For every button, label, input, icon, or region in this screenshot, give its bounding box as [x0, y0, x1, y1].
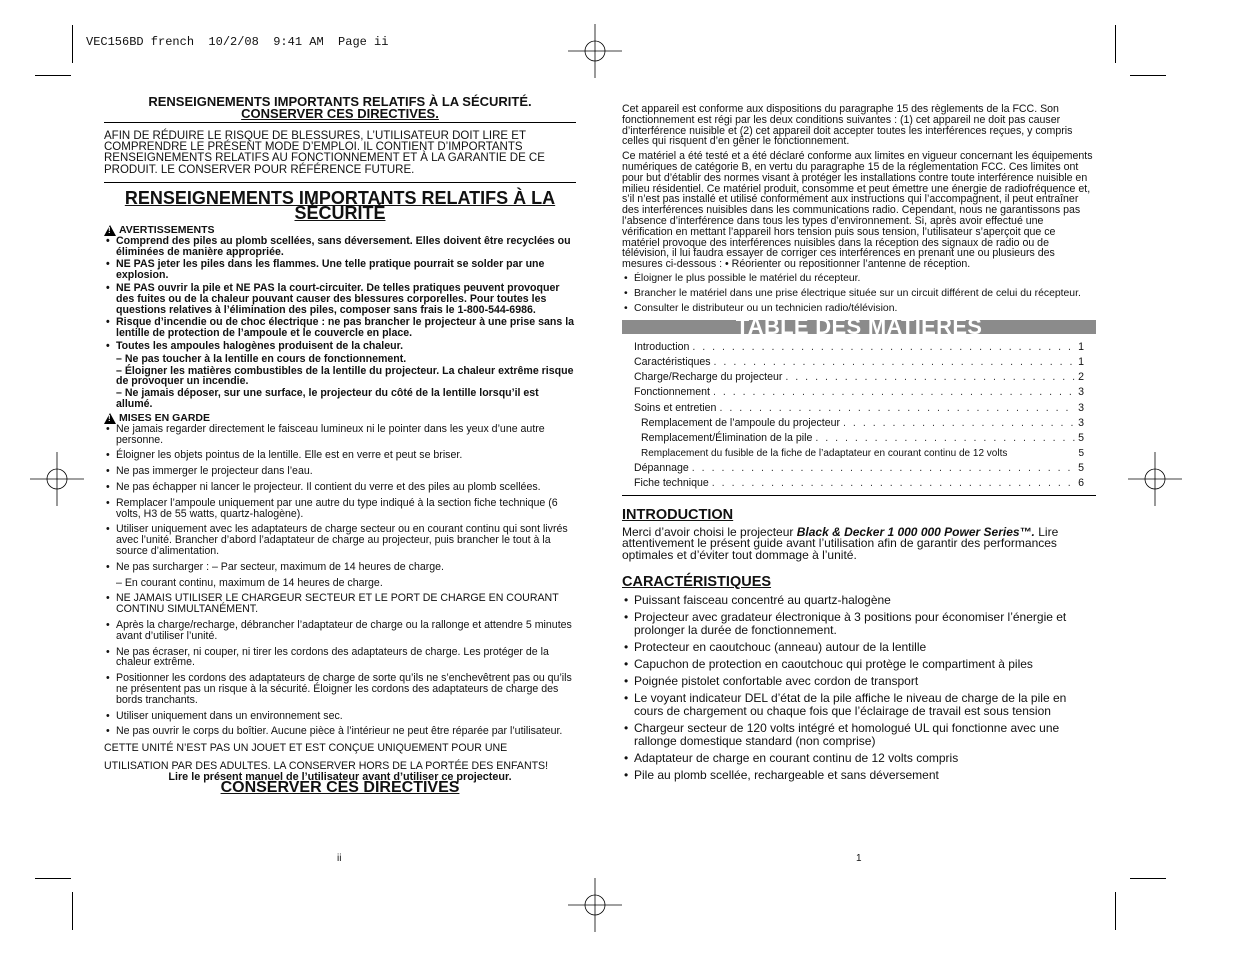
- list-item: • Brancher le matériel dans une prise électrique située sur un circuit différent de celui du récepteur.: [622, 289, 1096, 300]
- closing-line-2: UTILISATION PAR DES ADULTES. LA CONSERVER HORS DE LA PORTÉE DES ENFANTS!: [104, 760, 549, 773]
- print-slug: VEC156BD french 10/2/08 9:41 AM Page ii: [86, 35, 389, 49]
- brand-name: Black & Decker 1 000 000 Power Series™.: [796, 524, 1035, 539]
- crop-mark: [35, 878, 71, 879]
- crop-mark: [1130, 878, 1166, 879]
- cautions-list: [104, 424, 576, 573]
- heat-sub-item: – Éloigner les matières combustibles de la lentille du projecteur. La chaleur extrême risque de provoquer un incendie.: [116, 364, 574, 388]
- list-item: • NE PAS ouvrir la pile et NE PAS la court-circuiter. De telles pratiques peuvent provoquer des fuites ou de la chaleur pouvant causer des blessures corporelles. Pour toutes les questions relatives à l’élimination des piles, composer sans frais le 1-800-544-6986.: [104, 283, 576, 315]
- list-item: • NE JAMAIS UTILISER LE CHARGEUR SECTEUR ET LE PORT DE CHARGE EN COURANT CONTINU SIMULTANÉMENT.: [104, 593, 576, 615]
- page-number-right: 1: [856, 853, 862, 864]
- warnings-list: [104, 236, 576, 352]
- fcc-paragraph-1: Cet appareil est conforme aux dispositions du paragraphe 15 des règlements de la FCC. Son fonctionnement est régi par les deux conditions suivantes : (1) cet appareil ne doit pas causer d’interférence nuisible et (2) cet appareil doit accepter toutes les interférences reçues, y compris celles qui risquent d’en gêner le fonctionnement.: [622, 103, 1073, 148]
- crop-mark: [35, 75, 71, 76]
- toc-entry[interactable]: Fonctionnement . . . 3: [634, 385, 1084, 400]
- list-item: • Utiliser uniquement avec les adaptateurs de charge secteur ou en courant continu qui sont livrés avec l’unité. Brancher d’abord l’adaptateur de charge au projecteur, puis brancher le tout à la source d’alimentation.: [104, 524, 576, 556]
- list-item: • Capuchon de protection en caoutchouc qui protège le compartiment à piles: [622, 658, 1096, 671]
- closing-line-1: CETTE UNITÉ N’EST PAS UN JOUET ET EST CONÇUE UNIQUEMENT POUR UNE: [104, 742, 508, 755]
- list-item: • Chargeur secteur de 120 volts intégré et homologué UL qui fonctionne avec une rallonge domestique standard (non comprise): [622, 722, 1096, 748]
- heat-sub-item: – Ne jamais déposer, sur une surface, le projecteur du côté de la lentille lorsqu’il est allumé.: [116, 387, 539, 410]
- heat-sub-item: – Ne pas toucher à la lentille en cours de fonctionnement.: [116, 352, 407, 365]
- registration-mark-bottom: [566, 876, 624, 934]
- toc-entry[interactable]: Soins et entretien . . . 3: [634, 401, 1084, 416]
- crop-mark: [1115, 25, 1116, 63]
- divider: [104, 182, 576, 183]
- crop-mark: [72, 892, 73, 930]
- conserver-heading: CONSERVER CES DIRECTIVES: [220, 779, 460, 797]
- warnings-header: ! AVERTISSEMENTS: [104, 225, 576, 236]
- list-item: • Ne pas ouvrir le corps du boîtier. Aucune pièce à l’intérieur ne peut être réparée par l’utilisateur.: [104, 726, 576, 737]
- safety-heading: RENSEIGNEMENTS IMPORTANTS RELATIFS À LA SÉCURITÉ: [124, 187, 556, 223]
- introduction-heading: INTRODUCTION: [622, 507, 734, 524]
- toc-entry[interactable]: Charge/Recharge du projecteur . . . 2: [634, 370, 1084, 385]
- page-number-left: ii: [337, 853, 342, 864]
- introduction-text: Merci d’avoir choisi le projecteur Black & Decker 1 000 000 Power Series™. Lire attentivement le présent guide avant l’utilisation afin de garantir des performances optimales et d’éviter tout dommage à l’unité.: [622, 524, 1059, 562]
- table-of-contents: [622, 340, 1096, 491]
- list-item: • Ne pas surcharger : – Par secteur, maximum de 14 heures de charge.: [104, 562, 576, 573]
- list-item: • Utiliser uniquement dans un environnement sec.: [104, 711, 576, 722]
- caution-sub-item: – En courant continu, maximum de 14 heures de charge.: [116, 576, 383, 589]
- safety-title: RENSEIGNEMENTS IMPORTANTS RELATIFS À LA SÉCURITÉ.: [148, 94, 532, 109]
- list-item: • Le voyant indicateur DEL d’état de la pile affiche le niveau de charge de la pile en cours de chargement ou chaque fois que l’éclairage de travail est sous tension: [622, 692, 1096, 718]
- divider: [622, 495, 1096, 496]
- list-item: • Remplacer l’ampoule uniquement par une autre du type indiqué à la section fiche technique (6 volts, H3 de 55 watts, quartz-halogène).: [104, 498, 576, 520]
- list-item: • Protecteur en caoutchouc (anneau) autour de la lentille: [622, 641, 1096, 654]
- left-page: [104, 94, 576, 797]
- list-item: • Comprend des piles au plomb scellées, sans déversement. Elles doivent être recyclées ou éliminées de manière appropriée.: [104, 236, 576, 258]
- fcc-paragraph-2: Ce matériel a été testé et a été déclaré conforme aux limites en vigueur concernant les équipements numériques de catégorie B, en vertu du paragraphe 15 de la réglementation FCC. Ces limites ont pour but d’établir des normes visant à protéger les installations contre toute interférence nuisible en milieu résidentiel. Ce matériel produit, consomme et peut émettre une énergie de radiofréquence et, s’il n’est pas installé et utilisé conformément aux instructions qui l’accompagnent, il peut entraîner des interférences nuisibles dans les communications radio. Cependant, nous ne garantissons pas l’absence d’interférence dans tous les types d’environnement. Si, après avoir effectué une vérification en mettant l’appareil hors tension puis sous tension, l’utilisateur s’aperçoit que ce matériel provoque des interférences nuisibles dans la réception des signaux de radio ou de télévision, il lui faudra essayer de corriger ces interférences en prenant une ou plusieurs des mesures ci-dessous : • Réorienter ou repositionner l’antenne de réception.: [622, 150, 1093, 271]
- list-item: • Ne jamais regarder directement le faisceau lumineux ni le pointer dans les yeux d’une autre personne.: [104, 424, 576, 446]
- registration-mark-left: [28, 450, 86, 508]
- toc-entry[interactable]: Remplacement du fusible de la fiche de l’adaptateur en courant continu de 12 volts 5: [641, 447, 1084, 459]
- divider: [104, 122, 576, 123]
- toc-entry[interactable]: Dépannage . . . 5: [634, 461, 1084, 476]
- toc-title: TABLE DES MATIÈRES: [622, 320, 1096, 334]
- list-item: • Poignée pistolet confortable avec cordon de transport: [622, 675, 1096, 688]
- list-item: • Éloigner le plus possible le matériel du récepteur.: [622, 274, 1096, 285]
- toc-entry[interactable]: Caractéristiques . . . 1: [634, 355, 1084, 370]
- list-item: • Adaptateur de charge en courant continu de 12 volts compris: [622, 752, 1096, 765]
- toc-entry[interactable]: Introduction . . . 1: [634, 340, 1084, 355]
- registration-mark-right: [1126, 450, 1184, 508]
- closing-line-3: Lire le présent manuel de l’utilisateur avant d’utiliser ce projecteur.: [168, 771, 512, 784]
- list-item: • Après la charge/recharge, débrancher l’adaptateur de charge ou la rallonge et attendre 5 minutes avant d’utiliser l’unité.: [104, 620, 576, 642]
- list-item: • NE PAS jeter les piles dans les flammes. Une telle pratique pourrait se solder par une explosion.: [104, 259, 576, 281]
- list-item: • Ne pas immerger le projecteur dans l’eau.: [104, 466, 576, 477]
- right-page: [622, 104, 1096, 786]
- cautions-header: ! MISES EN GARDE: [104, 413, 576, 424]
- crop-mark: [1115, 892, 1116, 930]
- safety-subtitle: CONSERVER CES DIRECTIVES.: [241, 106, 439, 121]
- toc-entry[interactable]: Fiche technique . . . 6: [634, 476, 1084, 491]
- cautions-list-2: [104, 593, 576, 737]
- registration-mark-top: [566, 22, 624, 80]
- list-item: • Projecteur avec gradateur électronique à 3 positions pour économiser l’énergie et prolonger la durée de fonctionnement.: [622, 611, 1096, 637]
- safety-intro: AFIN DE RÉDUIRE LE RISQUE DE BLESSURES, L’UTILISATEUR DOIT LIRE ET COMPRENDRE LE PRÉSENT MODE D’EMPLOI. IL CONTIENT D’IMPORTANTS RENSEIGNEMENTS RELATIFS AU FONCTIONNEMENT ET À LA GARANTIE DE CE PRODUIT. LE CONSERVER POUR RÉFÉRENCE FUTURE.: [104, 130, 545, 176]
- features-list: [622, 594, 1096, 782]
- list-item: • Ne pas échapper ni lancer le projecteur. Il contient du verre et des piles au plomb scellées.: [104, 482, 576, 493]
- list-item: • Puissant faisceau concentré au quartz-halogène: [622, 594, 1096, 607]
- toc-entry[interactable]: Remplacement/Élimination de la pile . . . 5: [641, 431, 1084, 446]
- list-item: • Pile au plomb scellée, rechargeable et sans déversement: [622, 769, 1096, 782]
- crop-mark: [1130, 75, 1166, 76]
- list-item: • Consulter le distributeur ou un technicien radio/télévision.: [622, 304, 1096, 315]
- list-item: • Éloigner les objets pointus de la lentille. Elle est en verre et peut se briser.: [104, 450, 576, 461]
- list-item: • Ne pas écraser, ni couper, ni tirer les cordons des adaptateurs de charge. Les protéger de la chaleur extrême.: [104, 647, 576, 669]
- fcc-list: [622, 274, 1096, 314]
- features-heading: CARACTÉRISTIQUES: [622, 574, 772, 591]
- toc-entry[interactable]: Remplacement de l’ampoule du projecteur . . . 3: [641, 416, 1084, 431]
- list-item: • Risque d’incendie ou de choc électrique : ne pas brancher le projecteur à une prise sans la lentille de protection de l’ampoule et le couvercle en place.: [104, 317, 576, 339]
- crop-mark: [72, 25, 73, 63]
- list-item: • Toutes les ampoules halogènes produisent de la chaleur.: [104, 341, 576, 352]
- list-item: • Positionner les cordons des adaptateurs de charge de sorte qu’ils ne s’enchevêtrent pas ou qu’ils ne présentent pas un risque à la sécurité. Éloigner les cordons des adaptateurs de charge des bords tranchants.: [104, 673, 576, 705]
